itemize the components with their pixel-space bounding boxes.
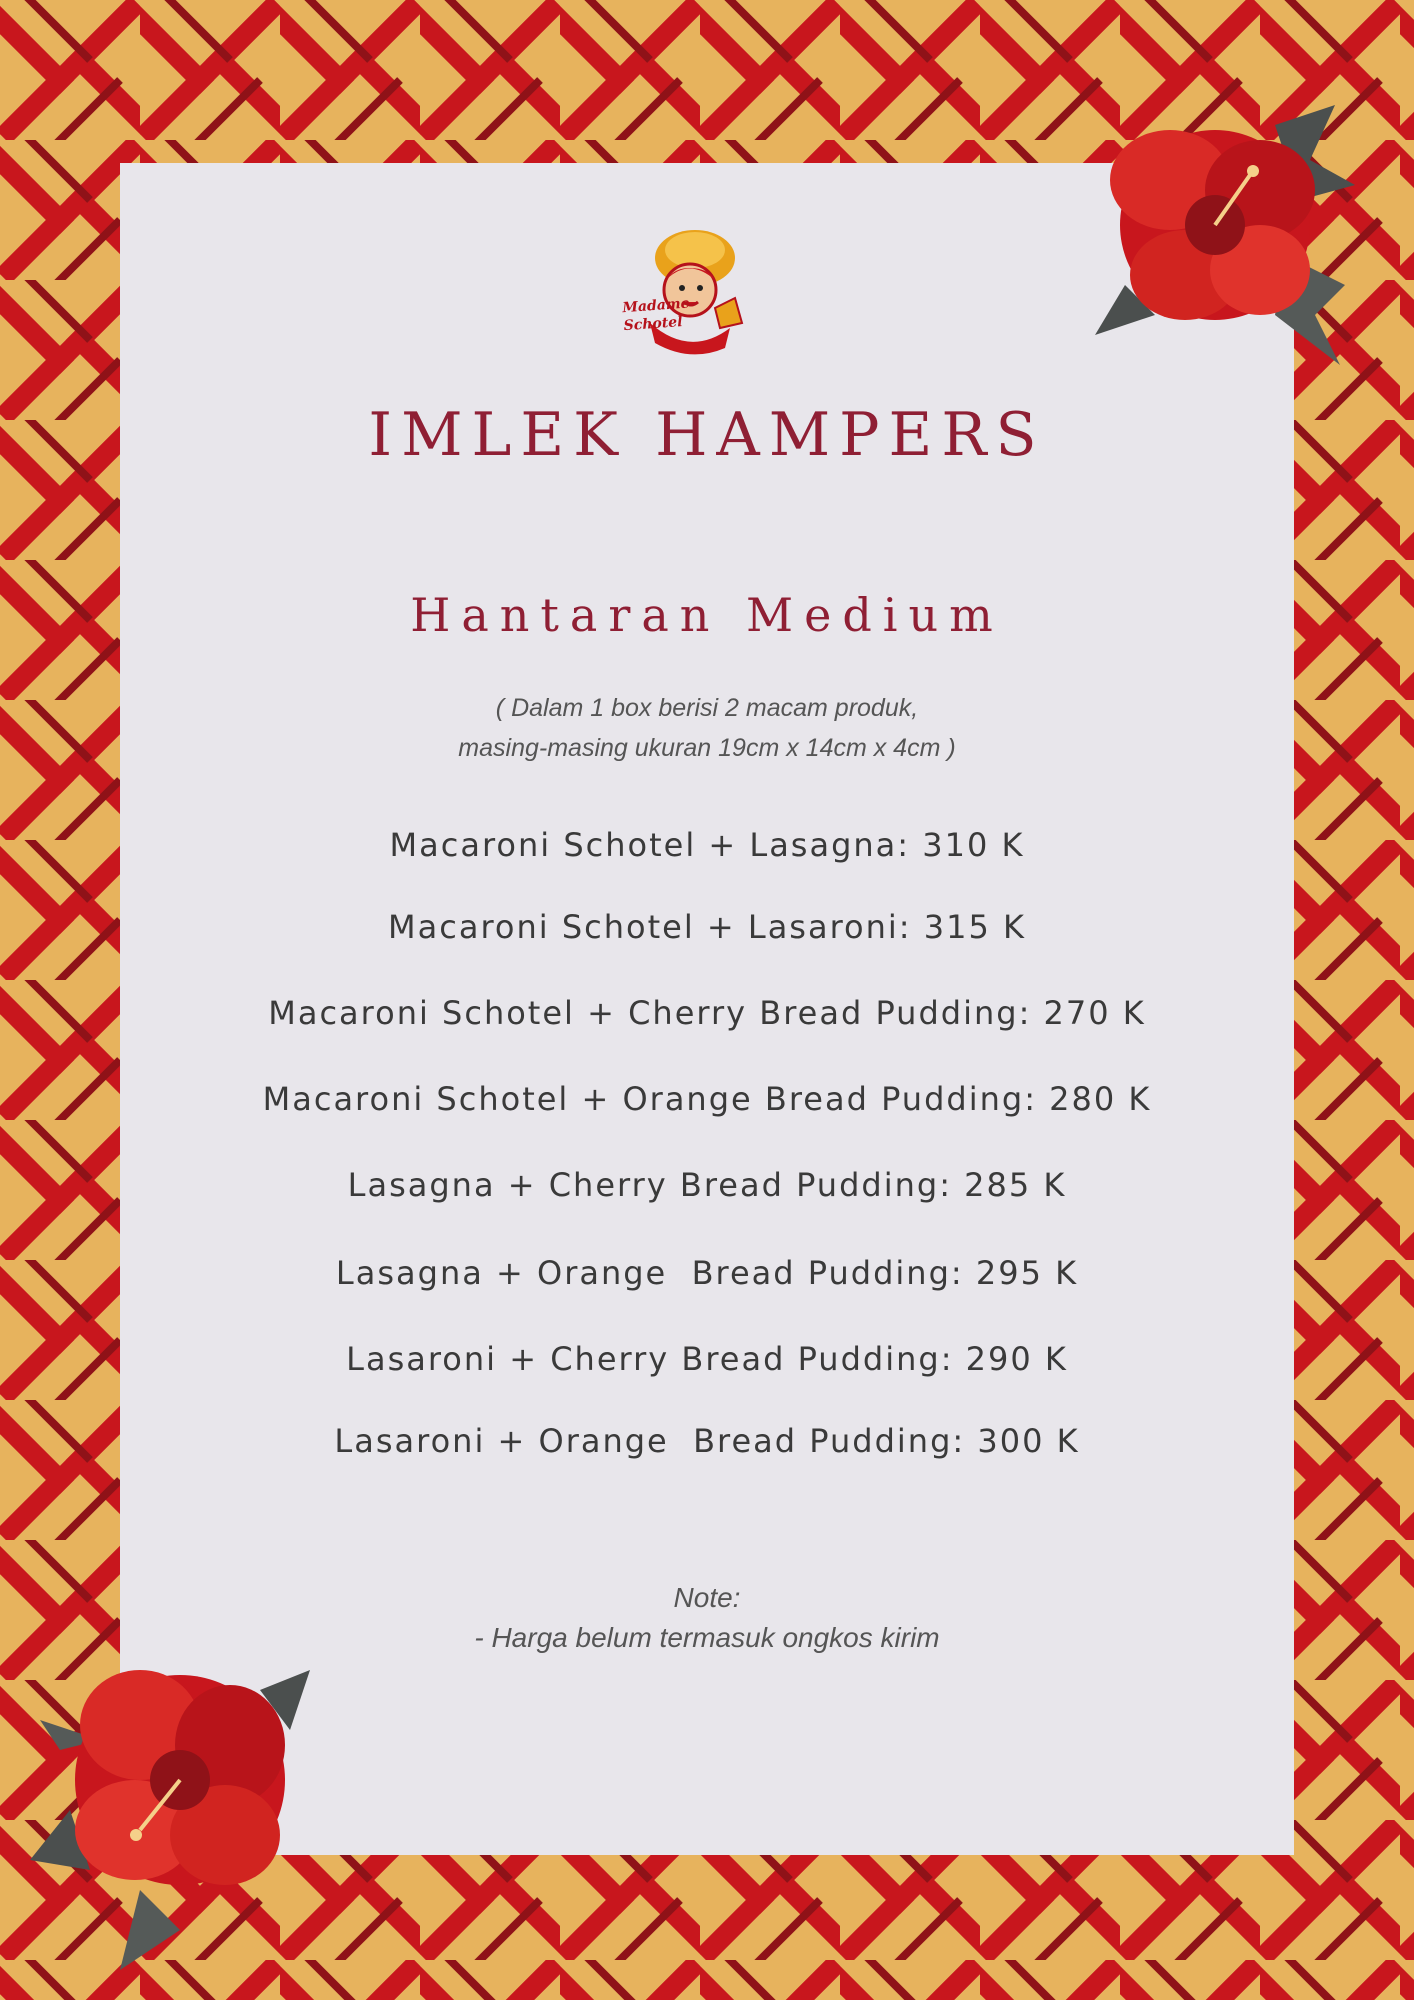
note-section	[120, 1578, 1294, 1658]
brand-logo-text: Madame Schotel	[621, 295, 691, 335]
hibiscus-flower-bottom-left	[30, 1630, 330, 1970]
price-list-item: Lasaroni + Cherry Bread Pudding: 290 K	[346, 1340, 1068, 1378]
price-list-item: Macaroni Schotel + Orange Bread Pudding: 280 K	[262, 1080, 1152, 1118]
description-line-2: masing-masing ukuran 19cm x 14cm x 4cm )	[458, 734, 956, 762]
package-subtitle: Hantaran Medium	[410, 588, 1004, 642]
hibiscus-flower-top-right	[1085, 85, 1365, 365]
price-list-item: Lasagna + Cherry Bread Pudding: 285 K	[347, 1166, 1067, 1204]
note-label: Note:	[673, 1582, 741, 1613]
price-list-item: Macaroni Schotel + Cherry Bread Pudding: 270 K	[268, 994, 1146, 1032]
price-list-item: Lasagna + Orange Bread Pudding: 295 K	[335, 1254, 1079, 1292]
page-title: IMLEK HAMPERS	[368, 400, 1046, 470]
price-list-item: Lasaroni + Orange Bread Pudding: 300 K	[334, 1422, 1080, 1460]
description-line-1: ( Dalam 1 box berisi 2 macam produk,	[495, 694, 919, 722]
note-text: - Harga belum termasuk ongkos kirim	[474, 1622, 940, 1653]
price-list-item: Macaroni Schotel + Lasagna: 310 K	[389, 826, 1025, 864]
price-list-item: Macaroni Schotel + Lasaroni: 315 K	[388, 908, 1026, 946]
package-description	[120, 688, 1294, 768]
